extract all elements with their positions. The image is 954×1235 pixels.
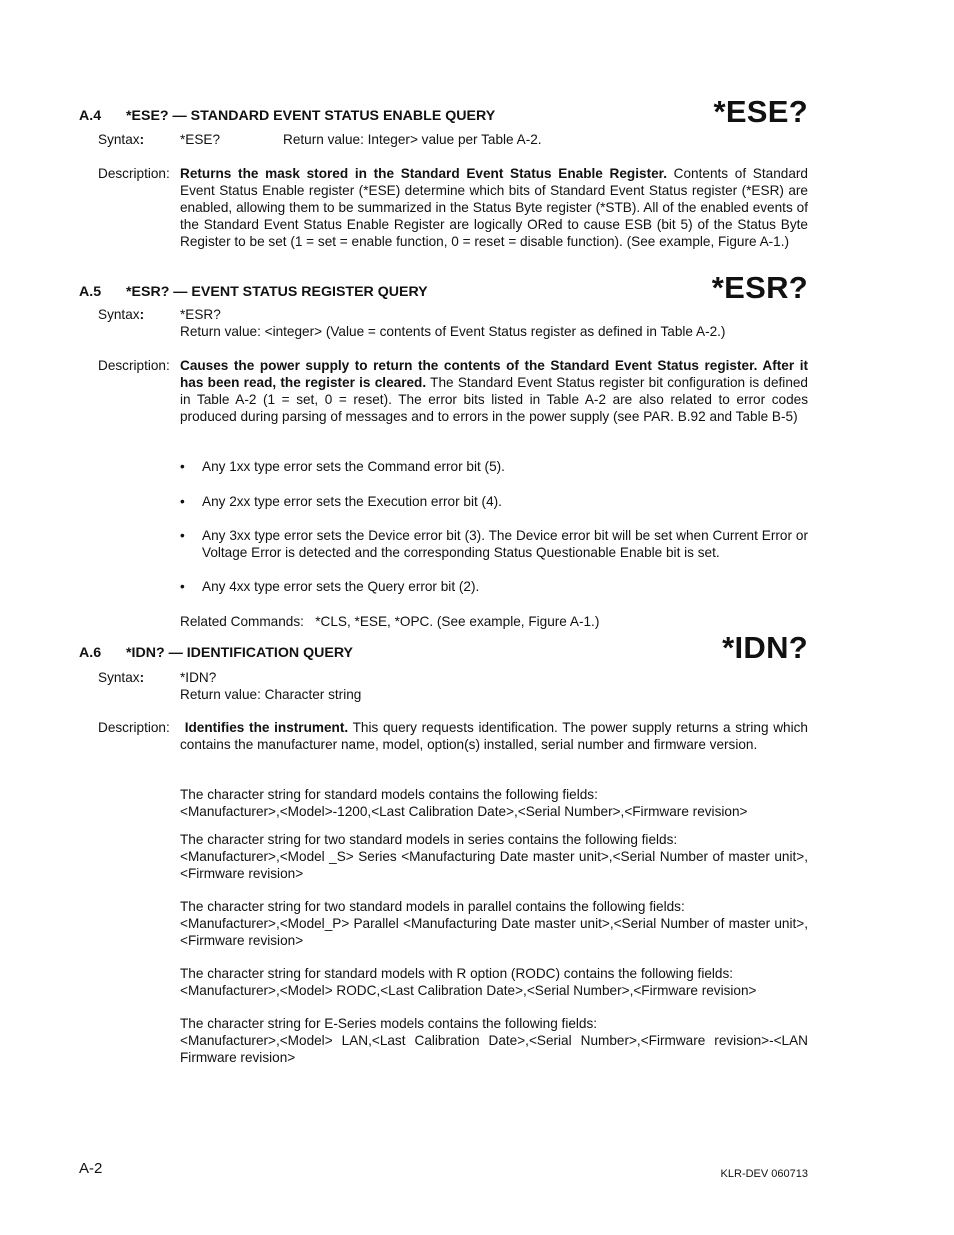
bullet-icon: • [180, 528, 185, 543]
description-text [180, 357, 808, 425]
related-commands [180, 613, 599, 630]
idn-paragraph-standard [180, 786, 808, 820]
section-heading-a5 [79, 284, 428, 301]
big-command-ese: *ESE? [713, 94, 808, 129]
description-label: Description: [98, 166, 170, 181]
bullet-icon: • [180, 459, 185, 474]
syntax-return: Return value: Integer> value per Table A-2. [283, 132, 542, 147]
paragraph-fields: <Manufacturer>,<Model _S> Series <Manufacturing Date master unit>,<Serial Number of master unit>,<Firmware revision> [180, 849, 808, 882]
syntax-label: Syntax: [98, 670, 145, 685]
related-commands-label: Related Commands: [180, 614, 304, 629]
paragraph-fields: <Manufacturer>,<Model> RODC,<Last Calibration Date>,<Serial Number>,<Firmware revision> [180, 983, 757, 999]
section-heading-a6 [79, 645, 353, 662]
description-bold: Identifies the instrument. [184, 720, 349, 735]
syntax-return: Return value: <integer> (Value = contents of Event Status register as defined in Table A-2.) [180, 324, 726, 339]
section-number: A.6 [79, 645, 102, 661]
description-body: Contents of Standard Event Status Enable register (*ESE) determine which bits of Standard Event Status register (*ESR) are enabled, allowing them to be summarized in the Status Byte register (*STB). All of the enabled events of the Standard Event Status Enable Register are logically ORed to cause ESB (bit 5) of the Status Byte Register to be set (1 = set = enable function, 0 = reset = disable function). (See example, Figure A-1.) [180, 166, 808, 250]
syntax-return: Return value: Character string [180, 687, 362, 702]
description-text [180, 165, 808, 250]
syntax-command: *ESE? [180, 132, 221, 147]
idn-paragraph-rodc [180, 965, 808, 999]
syntax-command: *ESR? [180, 307, 221, 322]
page-number: A-2 [79, 1160, 103, 1177]
section-number: A.5 [79, 284, 102, 300]
description-bold: Causes the power supply to return the contents of the Standard Event Status register. After it has been read, the register is cleared. [180, 358, 808, 391]
paragraph-intro: The character string for two standard models in parallel contains the following fields: [180, 899, 685, 914]
section-title: *ESR? — EVENT STATUS REGISTER QUERY [126, 284, 428, 300]
syntax-label: Syntax: [98, 132, 145, 147]
big-command-esr: *ESR? [711, 270, 808, 305]
idn-paragraph-eseries [180, 1015, 808, 1066]
syntax-label: Syntax: [98, 307, 145, 322]
paragraph-fields: <Manufacturer>,<Model>-1200,<Last Calibration Date>,<Serial Number>,<Firmware revision> [180, 804, 748, 820]
related-commands-text: *CLS, *ESE, *OPC. (See example, Figure A-1.) [315, 614, 600, 629]
description-bold: Returns the mask stored in the Standard Event Status Enable Register. [180, 166, 667, 181]
list-item: • Any 1xx type error sets the Command error bit (5). [180, 459, 505, 474]
section-number: A.4 [79, 108, 102, 124]
idn-paragraph-parallel [180, 898, 808, 949]
paragraph-intro: The character string for E-Series models contains the following fields: [180, 1016, 598, 1031]
description-body: This query requests identification. The power supply returns a string which contains the manufacturer name, model, option(s) installed, serial number and firmware version. [180, 720, 808, 753]
list-item: • Any 2xx type error sets the Execution error bit (4). [180, 494, 502, 509]
syntax-command: *IDN? [180, 670, 217, 685]
description-label: Description: [98, 358, 170, 373]
paragraph-intro: The character string for standard models with R option (RODC) contains the following fields: [180, 966, 734, 981]
big-command-idn: *IDN? [722, 630, 808, 665]
bullet-icon: • [180, 579, 185, 594]
bullet-icon: • [180, 494, 185, 509]
description-label: Description: [98, 720, 170, 735]
paragraph-intro: The character string for standard models contains the following fields: [180, 787, 598, 802]
section-title: *IDN? — IDENTIFICATION QUERY [126, 645, 353, 661]
paragraph-intro: The character string for two standard models in series contains the following fields: [180, 832, 678, 847]
description-body: The Standard Event Status register bit configuration is defined in Table A-2 (1 = set, 0 = reset). The error bits listed in Table A-2 are also related to error codes produced during parsing of messages and to errors in the power supply (see PAR. B.92 and Table B-5) [180, 375, 808, 425]
paragraph-fields: <Manufacturer>,<Model_P> Parallel <Manufacturing Date master unit>,<Serial Number of master unit>,<Firmware revision> [180, 916, 808, 949]
section-title: *ESE? — STANDARD EVENT STATUS ENABLE QUERY [126, 108, 496, 124]
list-item: • Any 3xx type error sets the Device error bit (3). The Device error bit will be set when Current Error or Voltage Error is detected and the corresponding Status Questionable Enable bit is set. [180, 528, 808, 561]
list-item: • Any 4xx type error sets the Query error bit (2). [180, 579, 480, 594]
paragraph-fields: <Manufacturer>,<Model> LAN,<Last Calibration Date>,<Serial Number>,<Firmware revision>-<LAN Firmware revision> [180, 1033, 808, 1066]
document-code: KLR-DEV 060713 [720, 1168, 808, 1180]
description-text [180, 719, 808, 753]
idn-paragraph-series [180, 831, 808, 882]
section-heading-a4 [79, 108, 495, 125]
